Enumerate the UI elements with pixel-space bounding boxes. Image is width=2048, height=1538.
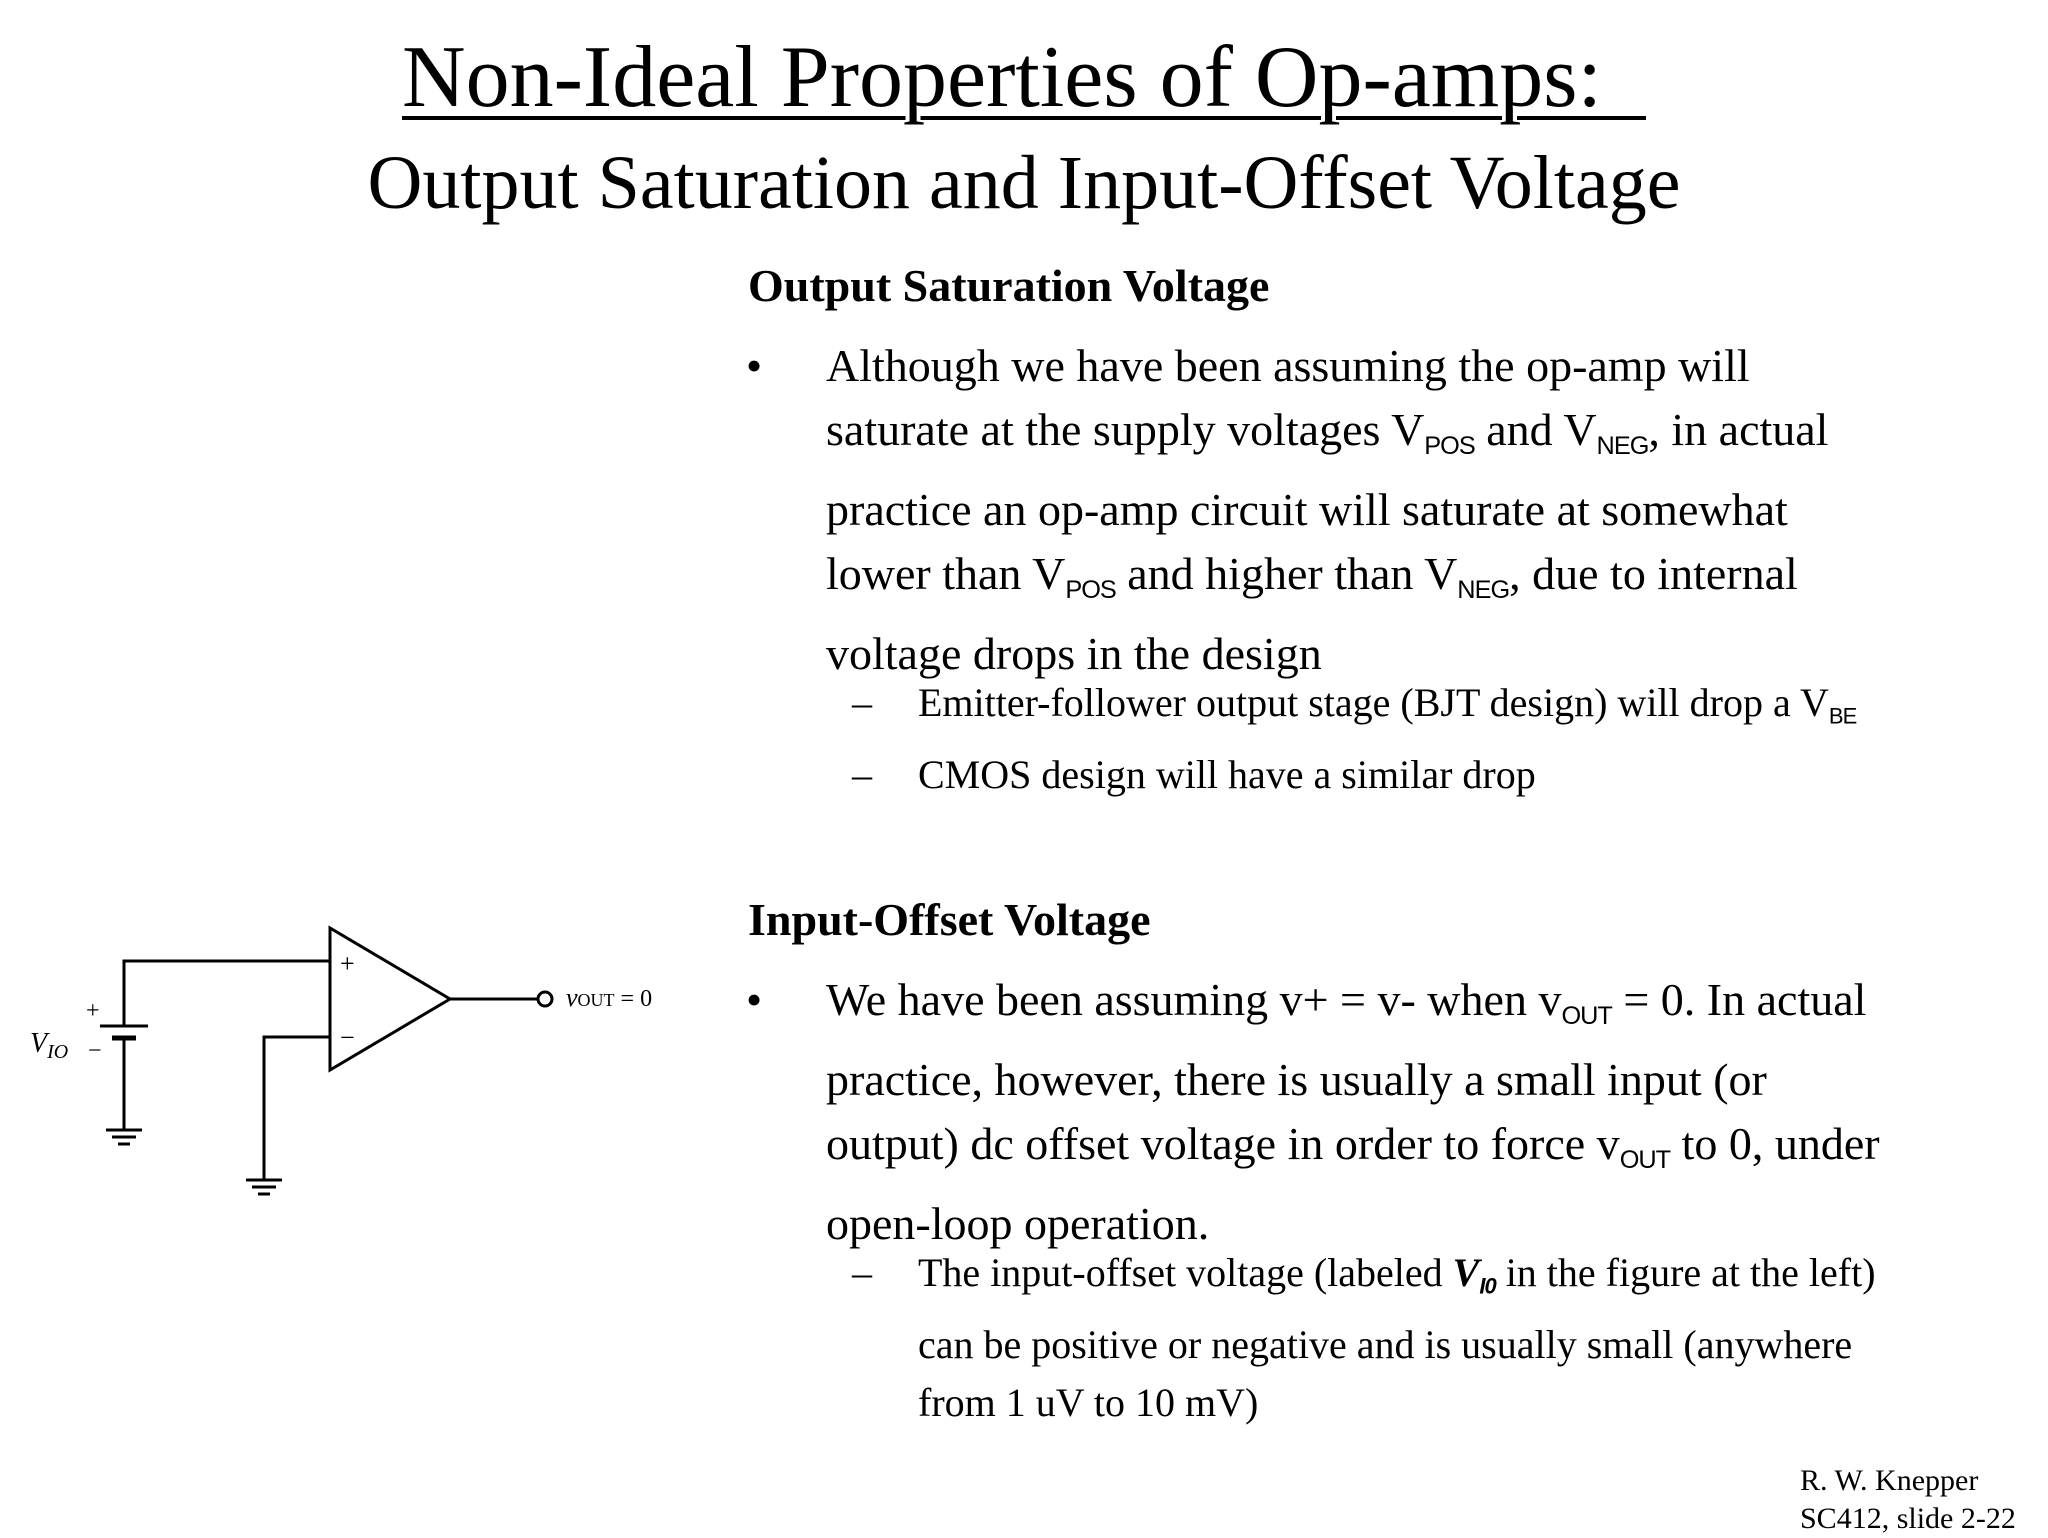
slide-title: Non-Ideal Properties of Op-amps: [402,29,1646,126]
subbullet-mark: – [852,1250,872,1295]
output-saturation-heading: Output Saturation Voltage [748,260,1270,311]
slide-subtitle: Output Saturation and Input-Offset Voltage [367,141,1681,225]
footer-slide-ref: SC412, slide 2-22 [1800,1502,2016,1535]
output-saturation-subbullet-1 [852,674,2032,734]
output-label: vOUT = 0 [566,983,653,1012]
source-label: $V_{IO}$ [30,1028,69,1063]
plus-input-sign: + [340,949,355,978]
subbullet-text: The input-offset voltage (labeled VI0 in the figure at the left) can be positive or negative and is usually small (anywhere from 1 uV to 10 mV) [918,1250,1876,1425]
output-terminal [538,992,552,1006]
subbullet-mark: – [852,680,872,725]
bullet-line: output) dc offset voltage in order to force vOUT to 0, under [826,1117,1880,1174]
bullet-mark: • [746,340,763,391]
bullet-line: Although we have been assuming the op-amp will [826,340,1750,391]
bullet-line: practice, however, there is usually a small input (or [826,1053,1767,1105]
minus-input-sign: − [340,1023,355,1052]
source-plus-sign: + [86,998,100,1024]
bullet-text [826,968,2048,1256]
op-amp-offset-circuit [20,900,700,1220]
bullet-line: open-loop operation. [826,1197,1210,1249]
bullet-line: lower than VPOS and higher than VNEG, due to internal [826,547,1798,604]
slide-footer [1800,1462,2016,1538]
bullet-line: voltage drops in the design [826,627,1322,679]
bullet-mark: • [746,974,763,1025]
bullet-text [826,334,2048,686]
input-offset-heading: Input-Offset Voltage [748,894,1151,945]
output-saturation-bullet [746,334,2036,679]
input-offset-subbullet-1 [852,1244,2032,1424]
bullet-line: We have been assuming v+ = v- when vOUT = 0. In actual [826,974,1867,1030]
plus-input-wire [124,961,330,1026]
subbullet-text: Emitter-follower output stage (BJT design) will drop a VBE [918,680,1857,729]
minus-input-wire [264,1037,330,1180]
subbullet-text: CMOS design will have a similar drop [918,752,1536,797]
bullet-line: practice an op-amp circuit will saturate at somewhat [826,483,1788,535]
bullet-line: saturate at the supply voltages VPOS and VNEG, in actual [826,404,1829,460]
footer-author: R. W. Knepper [1800,1464,1979,1497]
subbullet-mark: – [852,752,872,797]
output-saturation-subbullet-2 [852,746,2032,806]
input-offset-bullet [746,968,2036,1249]
source-minus-sign: − [88,1038,102,1064]
